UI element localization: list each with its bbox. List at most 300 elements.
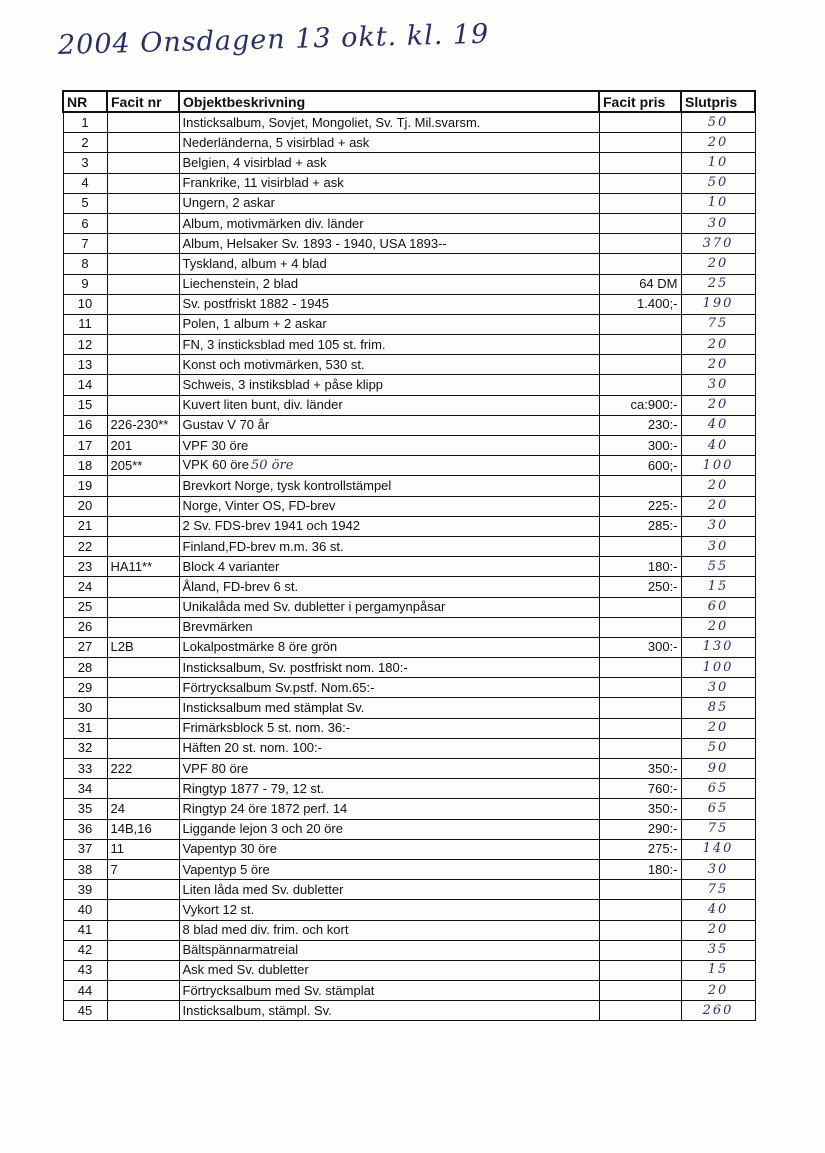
description-cell-text: Ringtyp 1877 - 79, 12 st.: [182, 780, 325, 796]
facit-number-cell: [107, 738, 179, 758]
description-cell-text: Frankrike, 11 visirblad + ask: [182, 175, 344, 191]
facit-price-cell: [599, 375, 681, 395]
lot-number-cell: [63, 920, 107, 940]
facit-price-cell: [599, 516, 681, 536]
lot-number-cell-text: 29: [77, 679, 93, 695]
lot-number-cell: [63, 375, 107, 395]
table-row: [63, 496, 755, 516]
table-row: [63, 779, 755, 799]
description-cell-text: Unikalåda med Sv. dubletter i pergamynpåsar: [182, 599, 446, 615]
description-cell-text: Frimärksblock 5 st. nom. 36:-: [182, 720, 351, 736]
facit-price-cell: [599, 678, 681, 698]
table-row: [63, 476, 755, 496]
facit-number-cell: [107, 799, 179, 819]
description-cell-text: Polen, 1 album + 2 askar: [182, 316, 327, 332]
description-cell: [179, 355, 599, 375]
description-cell-text: Bältspännarmatreial: [182, 942, 299, 958]
facit-price-cell: [599, 637, 681, 657]
description-cell: [179, 859, 599, 879]
final-price-cell: [681, 516, 755, 536]
lot-number-cell: [63, 335, 107, 355]
table-row: [63, 415, 755, 435]
table-row: [63, 900, 755, 920]
table-row: [63, 617, 755, 637]
table-row: [63, 294, 755, 314]
description-cell-text: Åland, FD-brev 6 st.: [182, 578, 299, 594]
lot-number-cell: [63, 173, 107, 193]
lot-number-cell: [63, 819, 107, 839]
table-row: [63, 456, 755, 476]
table-row: [63, 839, 755, 859]
final-price-cell-text: 100: [702, 659, 734, 675]
description-cell-text: Förtrycksalbum med Sv. stämplat: [182, 982, 375, 998]
final-price-cell-text: 20: [707, 498, 729, 514]
lot-number-cell: [63, 456, 107, 476]
header-facit-price: Facit pris: [599, 91, 681, 112]
facit-price-cell: [599, 415, 681, 435]
final-price-cell-text: 50: [707, 740, 729, 756]
facit-price-cell: [599, 698, 681, 718]
facit-price-cell: [599, 193, 681, 213]
table-row: [63, 698, 755, 718]
lot-number-cell-text: 35: [77, 800, 93, 816]
facit-number-cell: [107, 375, 179, 395]
final-price-cell: [681, 112, 755, 133]
header-nr: NR: [63, 91, 107, 112]
final-price-cell: [681, 900, 755, 920]
description-cell: [179, 193, 599, 213]
lot-number-cell-text: 14: [77, 377, 93, 393]
lot-number-cell-text: 41: [77, 922, 93, 938]
description-cell: [179, 960, 599, 980]
table-header-row: [63, 91, 755, 112]
description-cell: [179, 254, 599, 274]
description-cell-text: Schweis, 3 instiksblad + påse klipp: [182, 377, 384, 393]
lot-number-cell-text: 24: [77, 578, 93, 594]
facit-price-cell: [599, 436, 681, 456]
description-cell-text: Ungern, 2 askar: [182, 195, 275, 211]
description-cell: [179, 759, 599, 779]
facit-number-cell-text: 222: [110, 760, 133, 776]
lot-number-cell-text: 33: [77, 760, 93, 776]
facit-number-cell-text: 11: [110, 841, 124, 857]
lot-number-cell: [63, 355, 107, 375]
table-row: [63, 960, 755, 980]
facit-number-cell: [107, 658, 179, 678]
facit-price-cell: [599, 476, 681, 496]
facit-price-cell: [599, 920, 681, 940]
table-row: [63, 859, 755, 879]
facit-number-cell-text: 14B,16: [110, 821, 152, 837]
final-price-cell: [681, 153, 755, 173]
facit-number-cell: [107, 496, 179, 516]
facit-number-cell: [107, 314, 179, 334]
facit-price-cell-text: 300:-: [647, 437, 678, 453]
final-price-cell: [681, 859, 755, 879]
table-row: [63, 577, 755, 597]
description-cell-text: Block 4 varianter: [182, 558, 280, 574]
lot-number-cell: [63, 839, 107, 859]
facit-number-cell: [107, 294, 179, 314]
table-row: [63, 133, 755, 153]
table-row: [63, 234, 755, 254]
facit-price-cell: [599, 577, 681, 597]
facit-number-cell: [107, 759, 179, 779]
facit-number-cell: [107, 960, 179, 980]
lot-number-cell-text: 13: [77, 356, 93, 372]
table-row: [63, 819, 755, 839]
final-price-cell: [681, 637, 755, 657]
facit-number-cell: [107, 436, 179, 456]
final-price-cell: [681, 597, 755, 617]
description-cell-text: Album, motivmärken div. länder: [182, 215, 364, 231]
description-cell: [179, 234, 599, 254]
facit-number-cell: [107, 981, 179, 1001]
lot-number-cell-text: 36: [77, 821, 93, 837]
final-price-cell-text: 20: [707, 720, 729, 736]
description-cell: [179, 718, 599, 738]
description-cell: [179, 617, 599, 637]
final-price-cell-text: 55: [707, 558, 729, 574]
header-final-price: Slutpris: [681, 91, 755, 112]
facit-price-cell: [599, 738, 681, 758]
final-price-cell-text: 20: [707, 336, 729, 352]
facit-number-cell: [107, 536, 179, 556]
description-cell-text: Förtrycksalbum Sv.pstf. Nom.65:-: [182, 679, 375, 695]
lot-number-cell: [63, 314, 107, 334]
lot-number-cell: [63, 254, 107, 274]
final-price-cell-text: 60: [707, 599, 729, 615]
lot-number-cell-text: 37: [77, 841, 93, 857]
lot-number-cell: [63, 617, 107, 637]
description-cell-text: Liechenstein, 2 blad: [182, 276, 299, 292]
facit-price-cell: [599, 112, 681, 133]
final-price-cell-text: 260: [702, 1002, 734, 1018]
final-price-cell-text: 20: [707, 134, 729, 150]
lot-number-cell: [63, 859, 107, 879]
facit-price-cell: [599, 819, 681, 839]
description-cell-text: Ask med Sv. dubletter: [182, 962, 309, 978]
lot-number-cell-text: 18: [77, 457, 93, 473]
facit-price-cell: [599, 940, 681, 960]
lot-number-cell-text: 21: [77, 518, 93, 534]
description-cell: [179, 133, 599, 153]
lot-number-cell-text: 44: [77, 982, 93, 998]
table-row: [63, 718, 755, 738]
table-row: [63, 981, 755, 1001]
handwritten-correction: 50 öre: [251, 458, 294, 474]
facit-price-cell: [599, 880, 681, 900]
facit-price-cell: [599, 597, 681, 617]
lot-number-cell: [63, 476, 107, 496]
description-cell-text: Liggande lejon 3 och 20 öre: [182, 821, 343, 837]
facit-number-cell: [107, 859, 179, 879]
lot-number-cell: [63, 960, 107, 980]
lot-number-cell: [63, 436, 107, 456]
facit-price-cell: [599, 658, 681, 678]
description-cell-text: Häften 20 st. nom. 100:-: [182, 740, 322, 756]
facit-number-cell: [107, 274, 179, 294]
lot-number-cell-text: 20: [77, 498, 93, 514]
final-price-cell-text: 190: [702, 296, 734, 312]
table-row: [63, 193, 755, 213]
description-cell: [179, 516, 599, 536]
table-row: [63, 738, 755, 758]
description-cell: [179, 395, 599, 415]
facit-price-cell: [599, 274, 681, 294]
lot-number-cell: [63, 1001, 107, 1021]
description-cell: [179, 799, 599, 819]
lot-number-cell: [63, 981, 107, 1001]
table-row: [63, 597, 755, 617]
final-price-cell: [681, 819, 755, 839]
lot-number-cell: [63, 678, 107, 698]
lot-number-cell: [63, 536, 107, 556]
lot-number-cell: [63, 557, 107, 577]
lot-number-cell-text: 2: [81, 134, 89, 150]
final-price-cell: [681, 335, 755, 355]
description-cell-text: Vapentyp 30 öre: [182, 841, 277, 857]
description-cell: [179, 920, 599, 940]
facit-price-cell-text: 350:-: [647, 800, 678, 816]
facit-price-cell: [599, 335, 681, 355]
table-row: [63, 759, 755, 779]
final-price-cell-text: 90: [707, 760, 729, 776]
facit-price-cell: [599, 759, 681, 779]
final-price-cell: [681, 617, 755, 637]
final-price-cell-text: 20: [707, 356, 729, 372]
description-cell-text: Lokalpostmärke 8 öre grön: [182, 639, 338, 655]
final-price-cell: [681, 274, 755, 294]
facit-price-cell: [599, 496, 681, 516]
facit-price-cell: [599, 960, 681, 980]
final-price-cell-text: 130: [702, 639, 734, 655]
final-price-cell-text: 100: [702, 457, 734, 473]
final-price-cell: [681, 173, 755, 193]
final-price-cell-text: 75: [707, 821, 729, 837]
lot-number-cell: [63, 133, 107, 153]
lot-number-cell-text: 34: [77, 780, 93, 796]
final-price-cell-text: 30: [707, 518, 729, 534]
description-cell-text: Album, Helsaker Sv. 1893 - 1940, USA 1893--: [182, 235, 447, 251]
facit-number-cell: [107, 779, 179, 799]
header-description: Objektbeskrivning: [179, 91, 599, 112]
facit-price-cell: [599, 173, 681, 193]
lot-number-cell: [63, 234, 107, 254]
facit-number-cell-text: 24: [110, 800, 125, 816]
table-row: [63, 536, 755, 556]
table-row: [63, 274, 755, 294]
facit-number-cell-text: 226-230**: [110, 417, 169, 433]
lot-number-cell: [63, 718, 107, 738]
description-cell: [179, 839, 599, 859]
final-price-cell: [681, 557, 755, 577]
lot-number-cell-text: 39: [77, 881, 93, 897]
lot-number-cell: [63, 658, 107, 678]
description-cell: [179, 476, 599, 496]
description-cell-text: VPF 30 öre: [182, 437, 249, 453]
table-row: [63, 335, 755, 355]
facit-price-cell-text: 285:-: [647, 518, 678, 534]
table-row: [63, 880, 755, 900]
lot-number-cell: [63, 274, 107, 294]
description-cell: [179, 738, 599, 758]
description-cell-text: Liten låda med Sv. dubletter: [182, 881, 344, 897]
facit-number-cell: [107, 617, 179, 637]
description-cell: [179, 819, 599, 839]
final-price-cell-text: 20: [707, 255, 729, 271]
lot-number-cell: [63, 193, 107, 213]
facit-number-cell: [107, 476, 179, 496]
description-cell-text: Insticksalbum, Sovjet, Mongoliet, Sv. Tj. Mil.svarsm.: [182, 114, 481, 130]
facit-number-cell-text: 201: [110, 437, 133, 453]
facit-price-cell-text: 180:-: [647, 558, 678, 574]
lot-number-cell-text: 31: [77, 720, 93, 736]
final-price-cell: [681, 496, 755, 516]
final-price-cell-text: 15: [707, 578, 729, 594]
description-cell-text: Insticksalbum med stämplat Sv.: [182, 700, 365, 716]
lot-number-cell: [63, 415, 107, 435]
lot-number-cell-text: 15: [77, 397, 93, 413]
lot-number-cell: [63, 577, 107, 597]
lot-number-cell: [63, 799, 107, 819]
facit-number-cell: [107, 112, 179, 133]
lot-number-cell-text: 9: [81, 276, 89, 292]
facit-price-cell: [599, 617, 681, 637]
final-price-cell: [681, 456, 755, 476]
table-row: [63, 375, 755, 395]
lot-number-cell-text: 32: [77, 740, 93, 756]
facit-price-cell: [599, 456, 681, 476]
facit-price-cell: [599, 213, 681, 233]
final-price-cell: [681, 415, 755, 435]
facit-number-cell: [107, 637, 179, 657]
lot-number-cell-text: 42: [77, 942, 93, 958]
lot-number-cell: [63, 759, 107, 779]
description-cell: [179, 678, 599, 698]
final-price-cell: [681, 355, 755, 375]
final-price-cell: [681, 960, 755, 980]
lot-number-cell: [63, 597, 107, 617]
facit-price-cell-text: 300:-: [647, 639, 678, 655]
description-cell-text: Finland,FD-brev m.m. 36 st.: [182, 538, 344, 554]
description-cell-text: Sv. postfriskt 1882 - 1945: [182, 296, 329, 312]
description-cell-text: Vapentyp 5 öre: [182, 861, 270, 877]
facit-number-cell: [107, 456, 179, 476]
lot-number-cell-text: 40: [77, 901, 93, 917]
table-row: [63, 940, 755, 960]
lot-number-cell: [63, 516, 107, 536]
table-row: [63, 173, 755, 193]
description-cell: [179, 536, 599, 556]
facit-price-cell-text: 180:-: [647, 861, 678, 877]
facit-price-cell-text: 250:-: [647, 578, 678, 594]
facit-price-cell: [599, 314, 681, 334]
lot-number-cell-text: 45: [77, 1002, 93, 1018]
description-cell: [179, 698, 599, 718]
description-cell: [179, 779, 599, 799]
final-price-cell: [681, 193, 755, 213]
lot-number-cell-text: 6: [81, 215, 89, 231]
facit-number-cell-text: 7: [110, 861, 118, 877]
facit-price-cell: [599, 900, 681, 920]
facit-price-cell: [599, 153, 681, 173]
facit-price-cell: [599, 557, 681, 577]
facit-price-cell: [599, 355, 681, 375]
final-price-cell: [681, 678, 755, 698]
description-cell: [179, 314, 599, 334]
facit-number-cell: [107, 153, 179, 173]
facit-price-cell-text: 350:-: [647, 760, 678, 776]
description-cell: [179, 415, 599, 435]
description-cell: [179, 658, 599, 678]
final-price-cell-text: 85: [707, 700, 729, 716]
facit-number-cell: [107, 355, 179, 375]
final-price-cell: [681, 476, 755, 496]
lot-number-cell-text: 1: [81, 114, 89, 130]
table-row: [63, 153, 755, 173]
description-cell: [179, 112, 599, 133]
lot-number-cell-text: 5: [81, 195, 89, 211]
table-row: [63, 355, 755, 375]
description-cell: [179, 1001, 599, 1021]
facit-number-cell: [107, 395, 179, 415]
lot-number-cell-text: 26: [77, 619, 93, 635]
facit-price-cell: [599, 859, 681, 879]
description-cell: [179, 375, 599, 395]
facit-price-cell-text: 225:-: [647, 498, 678, 514]
lot-number-cell-text: 4: [81, 175, 89, 191]
facit-number-cell: [107, 254, 179, 274]
facit-price-cell-text: 1.400;-: [637, 296, 678, 312]
table-row: [63, 436, 755, 456]
final-price-cell: [681, 940, 755, 960]
description-cell: [179, 940, 599, 960]
facit-number-cell-text: 205**: [110, 457, 143, 473]
final-price-cell: [681, 213, 755, 233]
final-price-cell: [681, 536, 755, 556]
description-cell-text: Ringtyp 24 öre 1872 perf. 14: [182, 800, 348, 816]
final-price-cell: [681, 698, 755, 718]
lot-number-cell: [63, 900, 107, 920]
handwritten-date-header: 2004 Onsdagen 13 okt. kl. 19: [57, 18, 490, 61]
facit-number-cell: [107, 557, 179, 577]
lot-number-cell: [63, 496, 107, 516]
final-price-cell-text: 140: [702, 841, 734, 857]
facit-number-cell: [107, 698, 179, 718]
final-price-cell-text: 15: [707, 962, 729, 978]
lot-number-cell: [63, 637, 107, 657]
facit-price-cell: [599, 294, 681, 314]
final-price-cell-text: 35: [707, 942, 729, 958]
facit-price-cell: [599, 779, 681, 799]
facit-price-cell: [599, 536, 681, 556]
lot-number-cell-text: 43: [77, 962, 93, 978]
auction-results-table: [62, 90, 756, 1021]
description-cell: [179, 294, 599, 314]
facit-number-cell: [107, 900, 179, 920]
facit-number-cell: [107, 213, 179, 233]
lot-number-cell-text: 12: [77, 336, 93, 352]
table-row: [63, 557, 755, 577]
lot-number-cell: [63, 294, 107, 314]
lot-number-cell: [63, 698, 107, 718]
facit-price-cell: [599, 718, 681, 738]
description-cell: [179, 496, 599, 516]
lot-number-cell-text: 3: [81, 154, 89, 170]
lot-number-cell: [63, 153, 107, 173]
description-cell-text: Norge, Vinter OS, FD-brev: [182, 498, 336, 514]
